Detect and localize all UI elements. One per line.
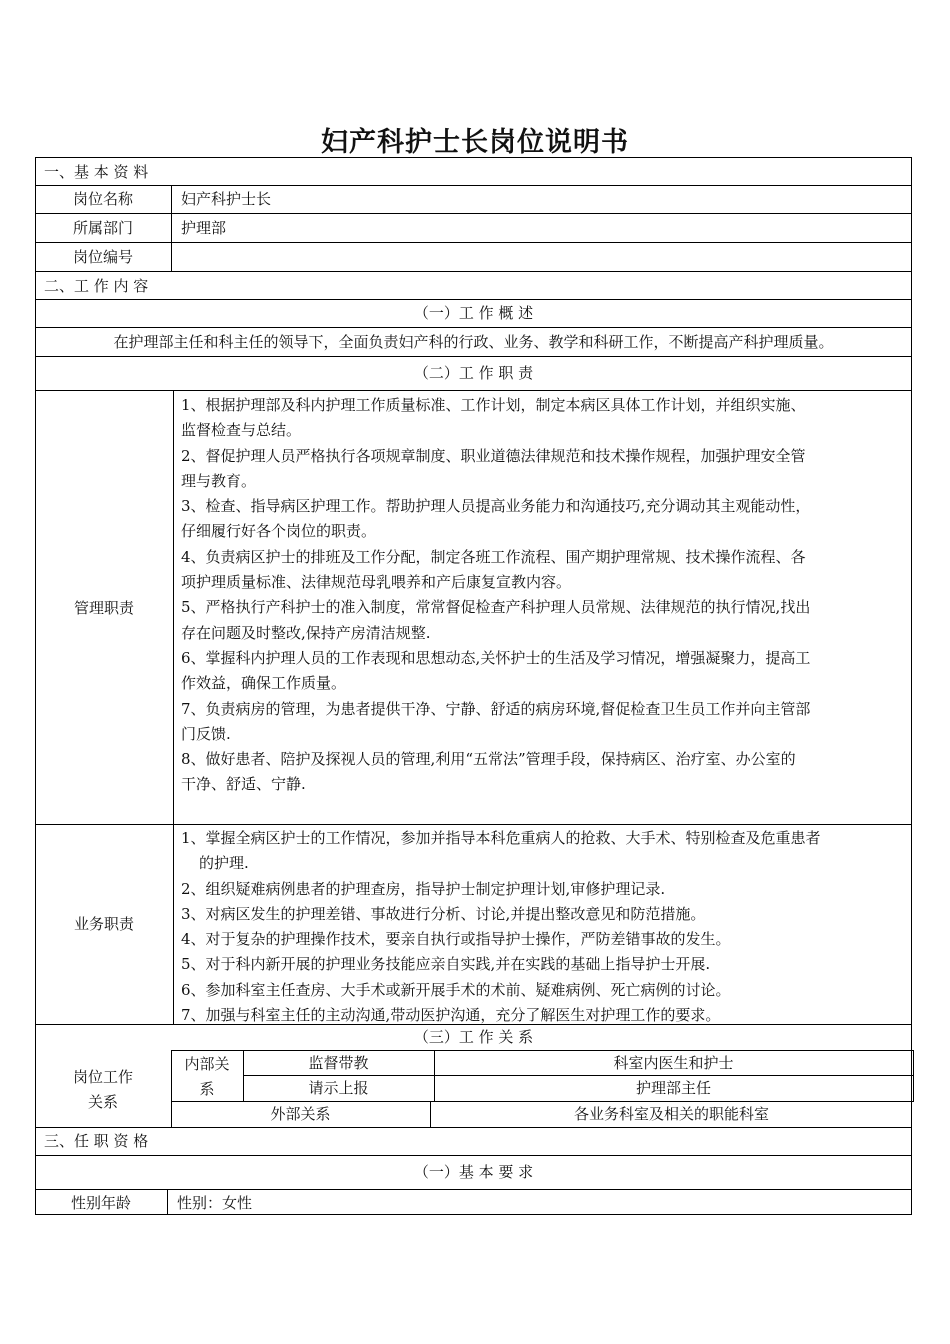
duty-line: 4、对于复杂的护理操作技术，要亲自执行或指导护士操作，严防差错事故的发生。 xyxy=(181,930,731,949)
row-divider xyxy=(35,1127,912,1128)
row-divider xyxy=(35,213,171,214)
subheading-overview: （一）工 作 概 述 xyxy=(413,304,534,322)
label-position-name: 岗位名称 xyxy=(72,190,133,208)
row-divider xyxy=(35,242,912,243)
duty-line: 监督检查与总结。 xyxy=(181,421,302,440)
column-divider xyxy=(913,1050,914,1101)
relation-type: 监督带教 xyxy=(308,1054,369,1072)
duty-line: 5、对于科内新开展的护理业务技能应亲自实践,并在实践的基础上指导护士开展. xyxy=(181,955,711,974)
duty-line: 6、掌握科内护理人员的工作表现和思想动态,关怀护士的生活及学习情况，增强凝聚力，提高工 xyxy=(181,648,811,667)
value-department: 护理部 xyxy=(181,219,227,237)
duty-line: 3、检查、指导病区护理工作。帮助护理人员提高业务能力和沟通技巧,充分调动其主观能动性， xyxy=(181,497,811,516)
label-relations-line2: 关系 xyxy=(87,1093,118,1111)
page-title: 妇产科护士长岗位说明书 xyxy=(321,127,629,158)
label-management-duties: 管理职责 xyxy=(73,599,134,617)
relation-target: 护理部主任 xyxy=(635,1079,711,1097)
row-divider xyxy=(35,299,912,300)
column-divider xyxy=(173,390,174,1024)
row-divider xyxy=(243,1075,914,1076)
duty-line: 理与教育。 xyxy=(181,471,257,490)
column-divider xyxy=(171,185,172,271)
row-divider xyxy=(171,1101,914,1102)
subheading-duties: （二）工 作 职 责 xyxy=(413,364,534,382)
section-heading-qualifications: 三、任 职 资 格 xyxy=(44,1132,149,1150)
duty-line: 仔细履行好各个岗位的职责。 xyxy=(181,522,377,541)
duty-line: 7、负责病房的管理，为患者提供干净、宁静、舒适的病房环境,督促检查卫生员工作并向主管部 xyxy=(181,699,811,718)
duty-line: 作效益，确保工作质量。 xyxy=(181,674,347,693)
duty-line: 5、严格执行产科护士的准入制度，常常督促检查产科护理人员常规、法律规范的执行情况,找出 xyxy=(181,598,811,617)
section-heading-basic-info: 一、基 本 资 料 xyxy=(44,163,149,181)
duty-line: 1、根据护理部及科内护理工作质量标准、工作计划，制定本病区具体工作计划，并组织实施、 xyxy=(181,396,806,414)
row-divider xyxy=(35,390,912,391)
label-internal-line2: 系 xyxy=(199,1080,215,1098)
label-position-code: 岗位编号 xyxy=(72,248,133,266)
duty-line: 3、对病区发生的护理差错、事故进行分析、讨论,并提出整改意见和防范措施。 xyxy=(181,904,706,923)
value-position-name: 妇产科护士长 xyxy=(181,190,272,208)
row-divider xyxy=(35,356,912,357)
row-divider xyxy=(35,271,912,272)
section-heading-work-content: 二、工 作 内 容 xyxy=(44,277,149,295)
duty-line: 4、负责病区护士的排班及工作分配，制定各班工作流程、围产期护理常规、技术操作流程、各 xyxy=(181,547,806,566)
external-relations-target: 各业务科室及相关的职能科室 xyxy=(573,1105,769,1123)
label-internal-line1: 内部关 xyxy=(184,1055,230,1073)
subheading-relations: （三）工 作 关 系 xyxy=(413,1028,534,1046)
column-divider xyxy=(167,1189,168,1215)
row-divider xyxy=(35,327,912,328)
row-divider xyxy=(171,213,912,214)
row-divider xyxy=(35,1155,912,1156)
row-divider xyxy=(35,824,912,825)
value-gender-age: 性别：女性 xyxy=(177,1194,253,1212)
duty-line: 7、加强与科室主任的主动沟通,带动医护沟通，充分了解医生对护理工作的要求。 xyxy=(181,1006,721,1025)
duty-line: 的护理. xyxy=(199,854,249,873)
overview-text: 在护理部主任和科主任的领导下，全面负责妇产科的行政、业务、教学和科研工作，不断提高产科护理质量。 xyxy=(113,333,834,351)
duty-line: 1、掌握全病区护士的工作情况，参加并指导本科危重病人的抢救、大手术、特别检查及危重患者 xyxy=(181,829,821,847)
duty-line: 6、参加科室主任查房、大手术或新开展手术的术前、疑难病例、死亡病例的讨论。 xyxy=(181,980,731,999)
management-duties-list xyxy=(181,393,901,798)
label-business-duties: 业务职责 xyxy=(73,915,134,933)
subheading-basic-requirements: （一）基 本 要 求 xyxy=(413,1163,534,1181)
business-duties-list xyxy=(181,826,906,1028)
duty-line: 项护理质量标准、法律规范母乳喂养和产后康复宣教内容。 xyxy=(181,573,572,592)
relation-type: 请示上报 xyxy=(308,1079,369,1097)
label-department: 所属部门 xyxy=(72,219,133,237)
row-divider xyxy=(171,1050,914,1051)
duty-line: 存在问题及时整改,保持产房清洁规整. xyxy=(181,623,431,642)
label-external-relations: 外部关系 xyxy=(270,1105,331,1123)
duty-line: 2、督促护理人员严格执行各项规章制度、职业道德法律规范和技术操作规程，加强护理安全管 xyxy=(181,446,806,465)
relation-target: 科室内医生和护士 xyxy=(613,1054,734,1072)
label-relations-line1: 岗位工作 xyxy=(72,1068,133,1086)
row-divider xyxy=(35,185,912,186)
duty-line: 门反馈. xyxy=(181,724,231,743)
duty-line: 干净、舒适、宁静. xyxy=(181,775,306,794)
label-gender-age: 性别年龄 xyxy=(70,1194,131,1212)
duty-line: 8、做好患者、陪护及探视人员的管理,利用“五常法”管理手段，保持病区、治疗室、办公室的 xyxy=(181,750,796,769)
duty-line: 2、组织疑难病例患者的护理查房，指导护士制定护理计划,审修护理记录. xyxy=(181,879,666,898)
